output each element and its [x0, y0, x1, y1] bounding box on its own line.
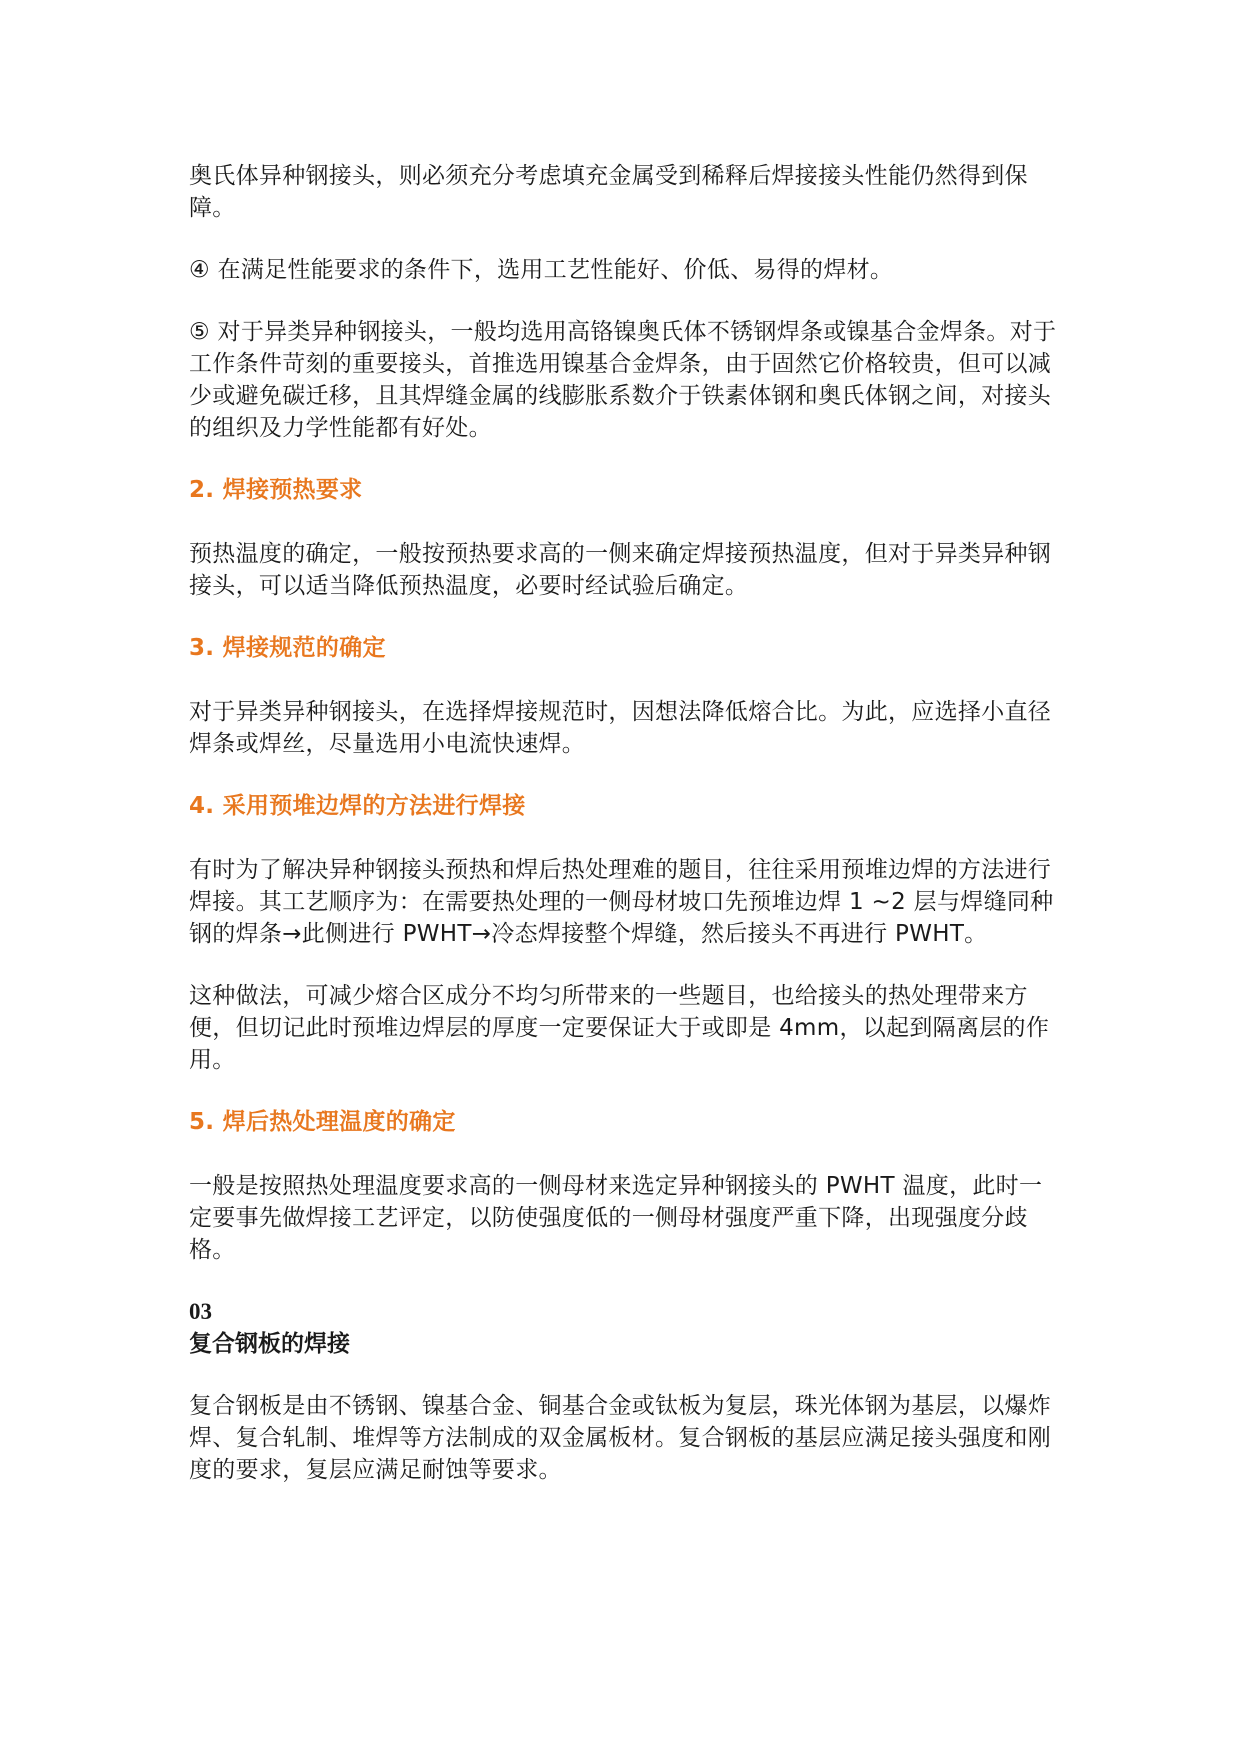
paragraph-filler-dilution: 奥氏体异种钢接头，则必须充分考虑填充金属受到稀释后焊接接头性能仍然得到保障。 — [189, 163, 1028, 221]
paragraph-buttering-benefit: 这种做法，可减少熔合区成分不均匀所带来的一些题目，也给接头的热处理带来方便，但切记此时预堆边焊层的厚度一定要保证大于或即是 4mm，以起到隔离层的作用。 — [189, 983, 1050, 1073]
paragraph-welding-spec: 对于异类异种钢接头，在选择焊接规范时，因想法降低熔合比。为此，应选择小直径焊条或焊丝，尽量选用小电流快速焊。 — [189, 699, 1052, 757]
heading-pwht-temperature: 5. 焊后热处理温度的确定 — [189, 1109, 456, 1135]
paragraph-buttering-procedure: 有时为了解决异种钢接头预热和焊后热处理难的题目，往往采用预堆边焊的方法进行焊接。其工艺顺序为：在需要热处理的一侧母材坡口先预堆边焊 1 ~2 层与焊缝同种钢的焊条→此侧进行 PWHT→冷态焊接整个焊缝，然后接头不再进行 PWHT。 — [189, 857, 1054, 947]
paragraph-pwht-temperature: 一般是按照热处理温度要求高的一侧母材来选定异种钢接头的 PWHT 温度，此时一定要事先做焊接工艺评定，以防使强度低的一侧母材强度严重下降，出现强度分歧格。 — [189, 1173, 1043, 1263]
paragraph-preheat: 预热温度的确定，一般按预热要求高的一侧来确定焊接预热温度，但对于异类异种钢接头，可以适当降低预热温度，必要时经试验后确定。 — [189, 541, 1052, 599]
heading-buttering: 4. 采用预堆边焊的方法进行焊接 — [189, 793, 526, 819]
heading-welding-spec: 3. 焊接规范的确定 — [189, 635, 386, 661]
paragraph-item-5: ⑤ 对于异类异种钢接头，一般均选用高铬镍奥氏体不锈钢焊条或镍基合金焊条。对于工作条件苛刻的重要接头，首推选用镍基合金焊条，由于固然它价格较贵，但可以减少或避免碳迁移，且其焊缝金属的线膨胀系数介于铁素体钢和奥氏体钢之间，对接头的组织及力学性能都有好处。 — [189, 319, 1057, 441]
document-page — [189, 160, 1059, 1516]
paragraph-clad-steel: 复合钢板是由不锈钢、镍基合金、铜基合金或钛板为复层，珠光体钢为基层，以爆炸焊、复合轧制、堆焊等方法制成的双金属板材。复合钢板的基层应满足接头强度和刚度的要求，复层应满足耐蚀等要求。 — [189, 1393, 1052, 1483]
section-title: 复合钢板的焊接 — [189, 1331, 350, 1357]
paragraph-item-4: ④ 在满足性能要求的条件下，选用工艺性能好、价低、易得的焊材。 — [189, 257, 894, 283]
heading-preheat: 2. 焊接预热要求 — [189, 477, 363, 503]
section-number: 03 — [189, 1299, 212, 1324]
